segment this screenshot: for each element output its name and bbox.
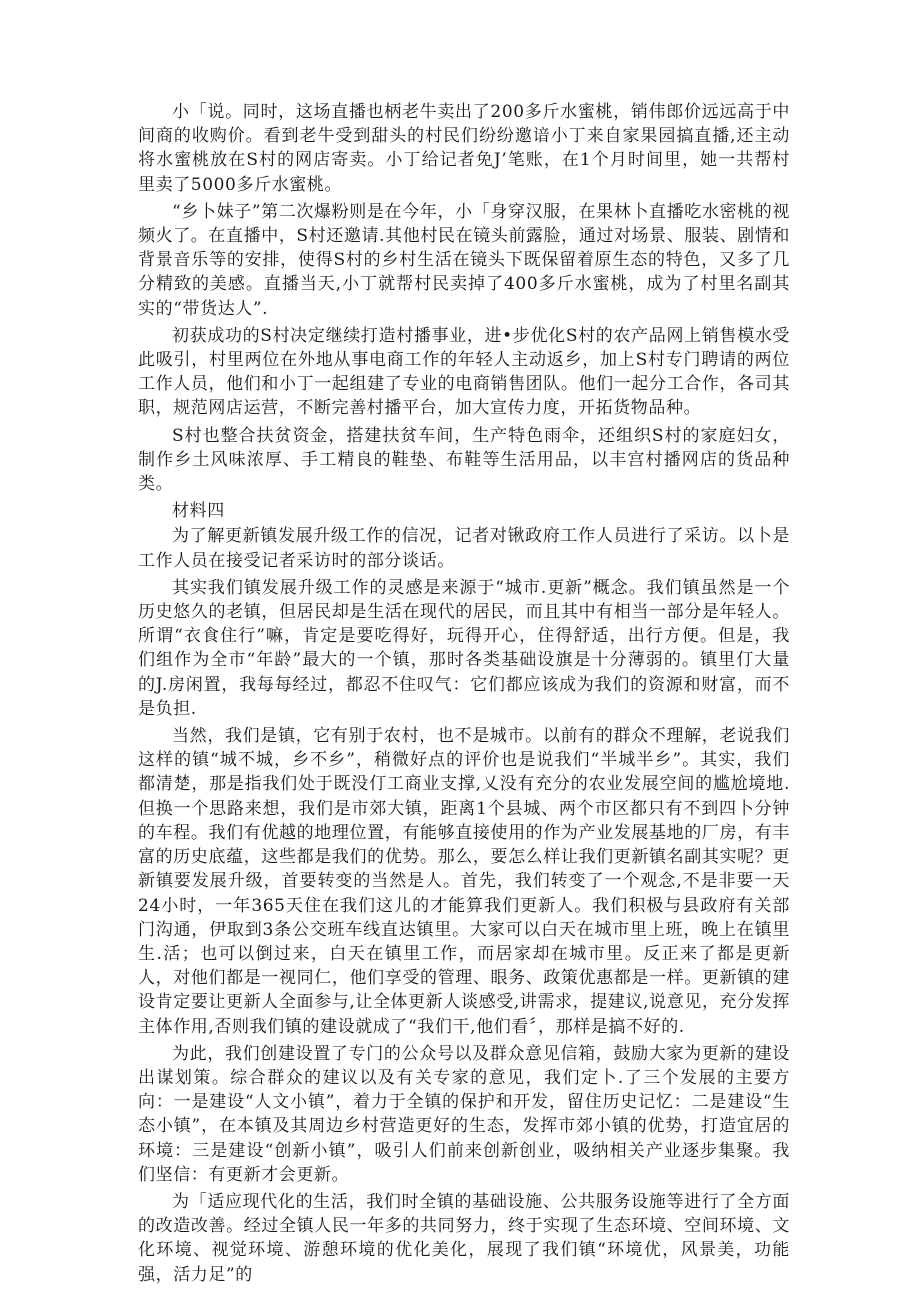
paragraph-3: 初获成功的S村决定继续打造村播事业，进•步优化S村的农产品网上销售模水受此吸引，村里两位在外地从事电商工作的年轻人主动返乡，加上S村专门聘请的两位工作人员，他们和小丁一起组建了专业的电商销售团队。他们一起分工合作，各司其职，规范网店运营，不断完善村播平台，加大宣传力度，开拓货物品种。 [138, 325, 790, 419]
paragraph-7: 当然，我们是镇，它有别于农村，也不是城市。以前有的群众不理解，老说我们这样的镇“城不城，乡不乡”，稍微好点的评价也是说我们“半城半乡”。其实，我们都清楚，那是指我们处于既没仃工商业支撑,乂没有充分的农业发展空间的尴尬境地.但换一个思路来想，我们是市郊大镇，距离1个县城、两个市区都只有不到四卜分钟的车程。我们有优越的地理位置，有能够直接使用的作为产业发展基地的厂房，有丰富的历史底蕴，这些都是我们的优势。那么，要怎么样让我们更新镇名副其实呢？更新镇要发展升级，首要转变的当然是人。首先，我们转变了一个观念,不是非要一天24小时，一年365天住在我们这儿的才能算我们更新人。我们积极与县政府有关部门沟通，伊取到3条公交班车线直达镇里。大家可以白天在城市里上班，晚上在镇里生.活；也可以倒过来，白天在镇里工作，而居家却在城市里。反正来了都是更新人，对他们都是一视同仁，他们享受的管理、眼务、政策优惠都是一样。更新镇的建设肯定要让更新人全面参与,让全体更新人谈感受,讲需求，提建议,说意见，充分发挥主体作用,否则我们镇的建设就成了“我们干,他们看〞，那样是搞不好的. [138, 726, 790, 1037]
document-page [138, 100, 790, 1290]
paragraph-6: 其实我们镇发展升级工作的灵感是来源于“城市.更新”概念。我们镇虽然是一个历史悠久的老镇，但居民却是生活在现代的居民，而且其中有相当一部分是年轻人。所谓“衣食住行”嘛，肯定是要吃得好，玩得开心，住得舒适，出行方便。但是，我们组作为全市“年龄”最大的一个镇，那时各类基础设旗是十分薄弱的。镇里仃大量的J.房闲置，我每每经过，都忍不住叹气：它们都应该成为我们的资源和财富，而不是负担. [138, 577, 790, 719]
section-heading-material-4: 材料四 [172, 501, 225, 522]
paragraph-9: 为「适应现代化的生活，我们时全镇的基础设施、公共服务设施等进行了全方面的改造改善。经过全镇人民一年多的共同努力，终于实现了生态环境、空间环境、文化环境、视觉环境、游憩环境的优化美化，展现了我们镇“环境优，风景美，功能强，活力足”的 [138, 1191, 790, 1285]
paragraph-1: 小「说。同时，这场直播也柄老牛卖出了200多斤水蜜桃，销伟郎价远远高于中间商的收购价。看到老牛受到甜头的村民们纷纷邀谙小丁来自家果园搞直播,还主动将水蜜桃放在S村的网店寄卖。小丁给记者免J’笔账，在1个月时间里，她一共帮村里卖了5000多斤水蜜桃。 [138, 102, 790, 195]
paragraph-4: S村也整合扶贫资金，搭建扶贫车间，生产特色雨伞，还组织S村的家庭妇女，制作乡土风味浓厚、手工精良的鞋垫、布鞋等生活用品，以丰宫村播网店的货品种类。 [138, 425, 790, 495]
paragraph-5: 为了解更新镇发展升级工作的信况，记者对锹政府工作人员进行了采访。以卜是工作人员在接受记者采访时的部分谈话。 [138, 526, 790, 571]
paragraph-2: “乡卜妹子”第二次爆粉则是在今年，小「身穿汉服，在果林卜直播吃水密桃的视频火了。在直播中，S村还邀请.其他村民在镜头前露脸，通过对场景、服装、剧情和背景音乐等的安排，使得S村的乡村生活在镜头下既保留着原生态的特色，又多了几分精致的美感。直播当天,小丁就帮村民卖掉了400多斤水蜜桃，成为了村里名副其实的“带货达人”. [138, 201, 790, 319]
paragraph-8: 为此，我们创建设置了专门的公众号以及群众意见信箱，鼓励大家为更新的建设出谋划策。综合群众的建议以及有关专家的意见，我们定卜.了三个发展的主要方向：一是建设“人文小镇”，着力于全镇的保护和开发，留住历史记忆：二是建设“生态小镇”，在本镇及其周边乡村营造更好的生态，发挥市郊小镇的优势，打造宜居的环境：三是建设“创新小镇”，吸引人们前来创新创业，吸纳相关产业逐步集聚。我们坚信：有更新才会更新。 [138, 1043, 790, 1185]
